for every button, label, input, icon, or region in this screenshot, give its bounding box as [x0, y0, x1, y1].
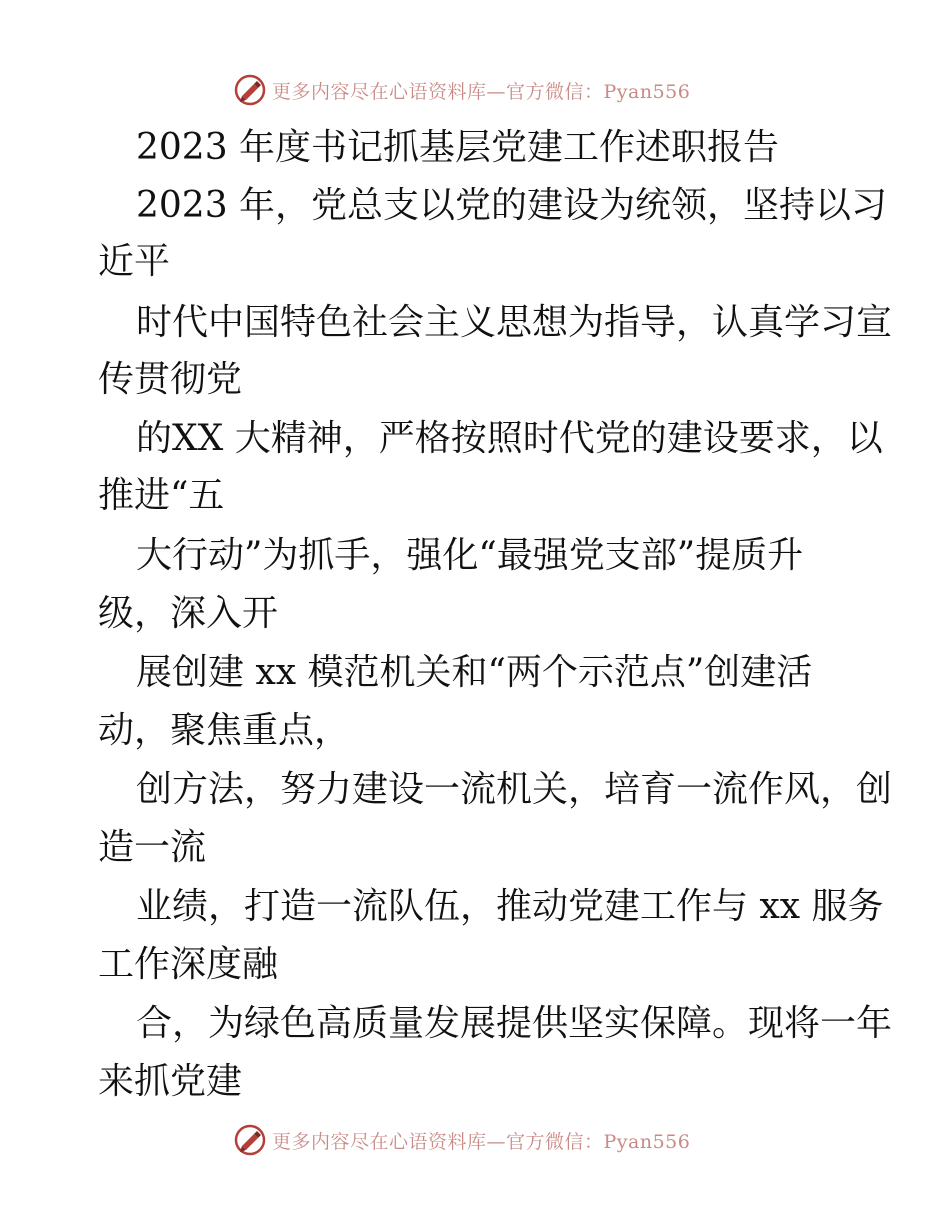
- pen-logo-icon: [234, 1124, 266, 1156]
- paragraph-line: 的XX 大精神，严格按照时代党的建设要求，以: [136, 418, 883, 459]
- paragraph-line: 合，为绿色高质量发展提供坚实保障。现将一年: [136, 1003, 893, 1044]
- paragraph-line: 级，深入开: [98, 593, 279, 634]
- paragraph-line: 2023 年，党总支以党的建设为统领，坚持以习: [136, 185, 888, 226]
- paragraph-line: 传贯彻党: [98, 359, 243, 400]
- paragraph-line: 近平: [98, 241, 171, 282]
- footer-watermark: [234, 1122, 690, 1158]
- watermark-text: 更多内容尽在心语资料库—官方微信：Pyan556: [272, 80, 691, 103]
- paragraph-line: 造一流: [98, 827, 207, 868]
- paragraph-line: 动，聚焦重点，: [98, 710, 351, 751]
- watermark-text: 更多内容尽在心语资料库—官方微信：Pyan556: [272, 1130, 691, 1153]
- paragraph-line: 创方法，努力建设一流机关，培育一流作风，创: [136, 769, 893, 810]
- paragraph-line: 大行动”为抓手，强化“最强党支部”提质升: [136, 535, 804, 576]
- paragraph-line: 业绩，打造一流队伍，推动党建工作与 xx 服务: [136, 886, 884, 927]
- paragraph-line: 展创建 xx 模范机关和“两个示范点”创建活: [136, 652, 813, 693]
- paragraph-line: 时代中国特色社会主义思想为指导，认真学习宣: [136, 302, 893, 343]
- paragraph-line: 推进“五: [98, 475, 225, 516]
- pen-logo-icon: [234, 74, 266, 106]
- document-title: 2023 年度书记抓基层党建工作述职报告: [136, 127, 780, 168]
- header-watermark: [234, 72, 690, 108]
- paragraph-line: 来抓党建: [98, 1061, 243, 1102]
- paragraph-line: 工作深度融: [98, 944, 279, 985]
